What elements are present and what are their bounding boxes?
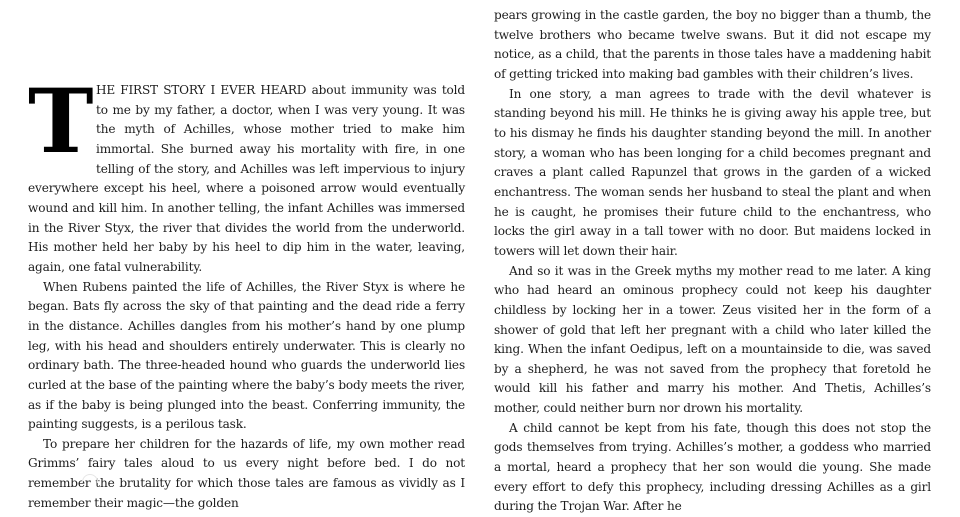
paragraph-6 xyxy=(494,262,931,419)
drop-cap: T xyxy=(28,69,94,173)
paragraph-5 xyxy=(494,85,931,262)
right-page xyxy=(494,6,931,517)
paragraph-text: pears growing in the castle garden, the boy no bigger than a thumb, the twelve brothers who became twelve swans. But it did not escape my notice, as a child, that the parents in those tales have a maddening habit of getting tricked into making bad gambles with their children’s lives. xyxy=(494,8,931,81)
paragraph-1 xyxy=(28,69,465,278)
paragraph-4 xyxy=(494,6,931,85)
paragraph-text: about immunity was told to me by my father, a doctor, when I was very young. It was the myth of Achilles, whose mother tried to make him immortal. She burned away his mortality with fire, in one telling of the story, and Achilles was left impervious to injury everywhere except his heel, where a poisoned arrow would eventually wound and kill him. In another telling, the infant Achilles was immersed in the River Styx, the river that divides the world from the underworld. His mother held her baby by his heel to dip him in the water, leaving, again, one fatal vulnerability. xyxy=(28,83,465,274)
left-page xyxy=(28,69,465,513)
lead-in-caps: HE FIRST STORY I EVER HEARD xyxy=(96,83,307,97)
paragraph-text: A child cannot be kept from his fate, though this does not stop the gods themselves from trying. Achilles’s mother, a goddess who married a mortal, heard a prophecy that her son would die young. She made every effort to defy this prophecy, including dressing Achilles as a girl during the Trojan War. After he xyxy=(494,420,931,514)
paragraph-text: In one story, a man agrees to trade with the devil whatever is standing beyond his mill. He thinks he is giving away his apple tree, but to his dismay he finds his daughter standing beyond the mill. In another story, a woman who has been longing for a child becomes pregnant and craves a plant called Rapunzel that grows in the garden of a wicked enchantress. The woman sends her husband to steal the plant and when he is caught, he promises their future child to the enchantress, who locks the girl away in a tall tower with no door. But maidens locked in towers will let down their hair. xyxy=(494,86,931,258)
paragraph-2 xyxy=(28,278,465,435)
paragraph-7 xyxy=(494,419,931,517)
paragraph-text: When Rubens painted the life of Achilles, the River Styx is where he began. Bats fly across the sky of that painting and the dead ride a ferry in the distance. Achilles dangles from his mother’s hand by one plump leg, with his head and shoulders entirely underwater. This is clearly no ordinary bath. The three-headed hound who guards the underworld lies curled at the base of the painting where the baby’s body meets the river, as if the baby is being plunged into the beast. Conferring immunity, the painting suggests, is a perilous task. xyxy=(28,279,465,432)
paragraph-text: And so it was in the Greek myths my mother read to me later. A king who had heard an ominous prophecy could not keep his daughter childless by locking her in a tower. Zeus visited her in the form of a shower of gold that left her pregnant with a child who later killed the king. When the infant Oedipus, left on a mountainside to die, was saved by a shepherd, he was not saved from the prophecy that foretold he would kill his father and marry his mother. And Thetis, Achilles’s mother, could neither burn nor drown his mortality. xyxy=(494,263,931,416)
paragraph-text: To prepare her children for the hazards of life, my own mother read Grimms’ fairy tales aloud to us every night before bed. I do not remember the brutality for which those tales are famous as vividly as I remember their magic—the golden xyxy=(28,436,465,510)
